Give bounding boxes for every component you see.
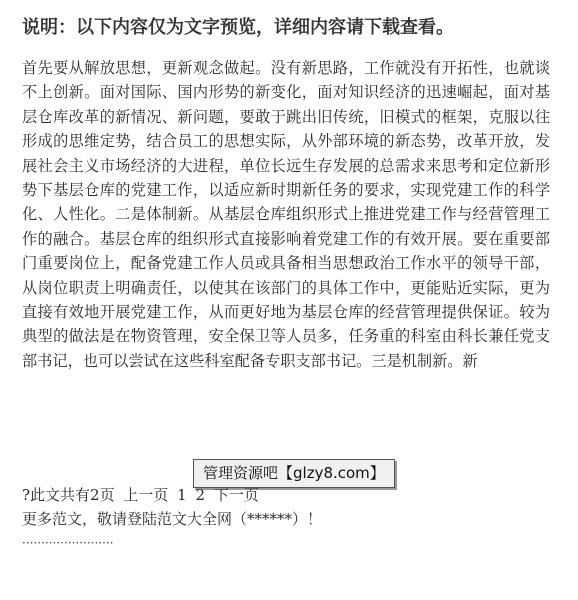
site-watermark-badge[interactable]: 管理资源吧【glzy8.com】 <box>193 459 395 488</box>
more-articles-line: 更多范文，敬请登陆范文大全网（******）！ <box>22 510 323 528</box>
article-body <box>22 56 550 373</box>
preview-notice: 说明：以下内容仅为文字预览，详细内容请下载查看。 <box>22 17 454 38</box>
dotted-separator: ························ <box>22 536 114 550</box>
page-count-text: ?此文共有2页 <box>22 486 115 504</box>
page-2-link[interactable]: 2 <box>195 486 206 504</box>
next-page-link[interactable]: 下一页 <box>213 486 259 504</box>
page-1-link[interactable]: 1 <box>177 486 187 504</box>
prev-page-link[interactable]: 上一页 <box>123 486 169 504</box>
pagination <box>22 484 259 506</box>
article-paragraph: 首先要从解放思想，更新观念做起。没有新思路，工作就没有开拓性，也就谈不上创新。面对国际、国内形势的新变化，面对知识经济的迅速崛起，面对基层仓库改革的新情况、新问题，要敢于跳出旧传统，旧模式的框架，克服以往形成的思维定势，结合员工的思想实际，从外部环境的新态势，改革开放，发展社会主义市场经济的大进程，单位长远生存发展的总需求来思考和定位新形势下基层仓库的党建工作，以适应新时期新任务的要求，实现党建工作的科学化、人性化。二是体制新。从基层仓库组织形式上推进党建工作与经营管理工作的融合。基层仓库的组织形式直接影响着党建工作的有效开展。要在重要部门重要岗位上，配备党建工作人员或具备相当思想政治工作水平的领导干部，从岗位职责上明确责任，以使其在该部门的具体工作中，更能贴近实际，更为直接有效地开展党建工作，从而更好地为基层仓库的经营管理提供保证。较为典型的做法是在物资管理，安全保卫等人员多，任务重的科室由科长兼任党支部书记，也可以尝试在这些科室配备专职支部书记。三是机制新。新 <box>22 59 550 370</box>
